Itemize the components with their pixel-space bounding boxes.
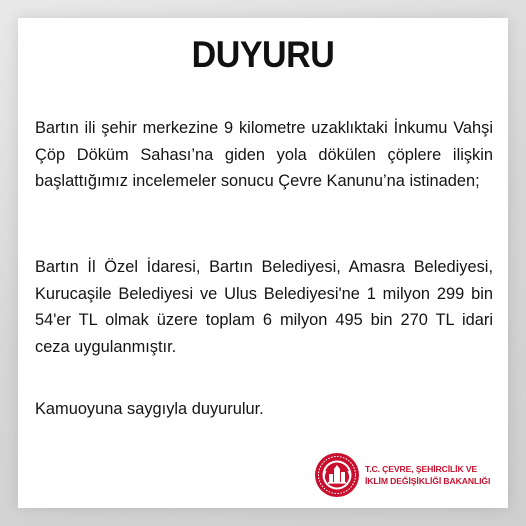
announcement-card — [18, 18, 508, 508]
ministry-emblem-icon — [314, 452, 360, 498]
paragraph-closing: Kamuoyuna saygıyla duyurulur. — [35, 400, 264, 418]
ministry-name — [365, 463, 490, 487]
paragraph-intro: Bartın ili şehir merkezine 9 kilometre uzaklıktaki İnkumu Vahşi Çöp Döküm Sahası’na giden yola dökülen çöplere ilişkin başlattığımız incelemeler sonucu Çevre Kanunu’na istinaden; — [35, 119, 493, 190]
paragraph-penalty: Bartın İl Özel İdaresi, Bartın Belediyesi, Amasra Belediyesi, Kurucaşile Belediyesi ve Ulus Belediyesi'ne 1 milyon 299 bin 54'er TL olmak üzere toplam 6 milyon 495 bin 270 TL idari ceza uygulanmıştır. — [35, 258, 493, 356]
ministry-name-line-2: İKLİM DEĞİŞİKLİĞİ BAKANLIĞI — [365, 476, 491, 486]
announcement-title: DUYURU — [191, 34, 335, 75]
ministry-name-line-1: T.C. ÇEVRE, ŞEHİRCİLİK VE — [365, 464, 478, 474]
ministry-logo — [314, 452, 490, 498]
